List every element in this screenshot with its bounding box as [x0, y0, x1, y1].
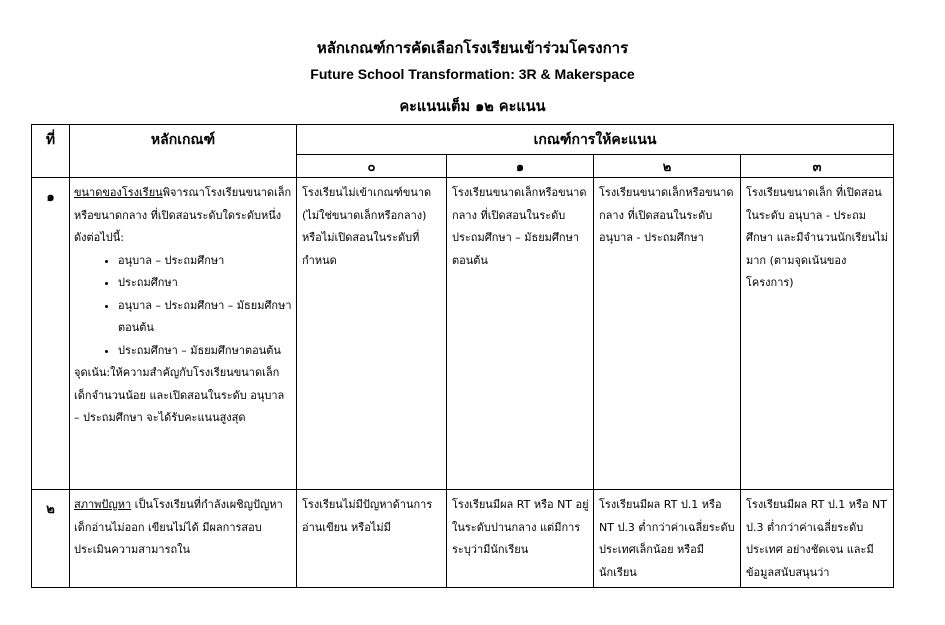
criteria-heading: สภาพปัญหา [74, 498, 132, 511]
score-cell-0: โรงเรียนไม่มีปัญหาด้านการอ่านเขียน หรือไม่มี [297, 490, 447, 588]
score-header-2: ๒ [594, 155, 741, 178]
score-cell-2: โรงเรียนมีผล RT ป.1 หรือ NT ป.3 ต่ำกว่าค่าเฉลี่ยระดับประเทศเล็กน้อย หรือมีนักเรียน [594, 490, 741, 588]
header-criteria: หลักเกณฑ์ [70, 125, 297, 178]
criteria-table [31, 124, 894, 588]
score-header-1: ๑ [447, 155, 594, 178]
document-title: หลักเกณฑ์การคัดเลือกโรงเรียนเข้าร่วมโครงการ [316, 39, 629, 57]
criteria-intro: เป็นโรงเรียนที่กำลังเผชิญปัญหาเด็กอ่านไม่ออก เขียนไม่ได้ มีผลการสอบประเมินความสามารถใน [74, 498, 283, 556]
list-item: • อนุบาล – ประถมศึกษา – มัธยมศึกษาตอนต้น [118, 295, 293, 340]
score-cell-0: โรงเรียนไม่เข้าเกณฑ์ขนาด (ไม่ใช่ขนาดเล็กหรือกลาง) หรือไม่เปิดสอนในระดับที่กำหนด [297, 178, 447, 490]
score-cell-1: โรงเรียนขนาดเล็กหรือขนาดกลาง ที่เปิดสอนในระดับ ประถมศึกษา – มัธยมศึกษาตอนต้น [447, 178, 594, 490]
max-score-line: คะแนนเต็ม ๑๒ คะแนน [399, 99, 546, 115]
header-no: ที่ [32, 125, 70, 178]
project-name: Future School Transformation: 3R & Makerspace [310, 66, 635, 82]
criteria-cell [70, 178, 297, 490]
criteria-cell [70, 490, 297, 588]
score-cell-1: โรงเรียนมีผล RT หรือ NT อยู่ในระดับปานกลาง แต่มีการระบุว่ามีนักเรียน [447, 490, 594, 588]
score-header-0: ๐ [297, 155, 447, 178]
score-cell-3: โรงเรียนมีผล RT ป.1 หรือ NT ป.3 ต่ำกว่าค่าเฉลี่ยระดับประเทศ อย่างชัดเจน และมีข้อมูลสนับสนุนว่า [741, 490, 894, 588]
header-scoring: เกณฑ์การให้คะแนน [297, 125, 894, 155]
row-number: ๑ [32, 178, 70, 490]
criteria-heading: ขนาดของโรงเรียน [74, 186, 163, 199]
table-header-row [32, 125, 894, 155]
score-header-3: ๓ [741, 155, 894, 178]
list-item: • ประถมศึกษา [118, 272, 293, 295]
score-cell-2: โรงเรียนขนาดเล็กหรือขนาดกลาง ที่เปิดสอนในระดับ อนุบาล - ประถมศึกษา [594, 178, 741, 490]
list-item: • ประถมศึกษา – มัธยมศึกษาตอนต้น [118, 340, 293, 363]
table-row [32, 490, 894, 588]
row-number: ๒ [32, 490, 70, 588]
criteria-intro: พิจารณาโรงเรียนขนาดเล็กหรือขนาดกลาง ที่เปิดสอนระดับใดระดับหนึ่งดังต่อไปนี้: [74, 186, 292, 244]
level-list [74, 250, 293, 363]
criteria-note: จุดเน้น:ให้ความสำคัญกับโรงเรียนขนาดเล็ก เด็กจำนวนน้อย และเปิดสอนในระดับ อนุบาล – ประถมศึกษา จะได้รับคะแนนสูงสุด [74, 366, 285, 424]
table-row [32, 178, 894, 490]
score-cell-3: โรงเรียนขนาดเล็ก ที่เปิดสอนในระดับ อนุบาล - ประถมศึกษา และมีจำนวนนักเรียนไม่มาก (ตามจุดเน้นของโครงการ) [741, 178, 894, 490]
list-item: • อนุบาล – ประถมศึกษา [118, 250, 293, 273]
